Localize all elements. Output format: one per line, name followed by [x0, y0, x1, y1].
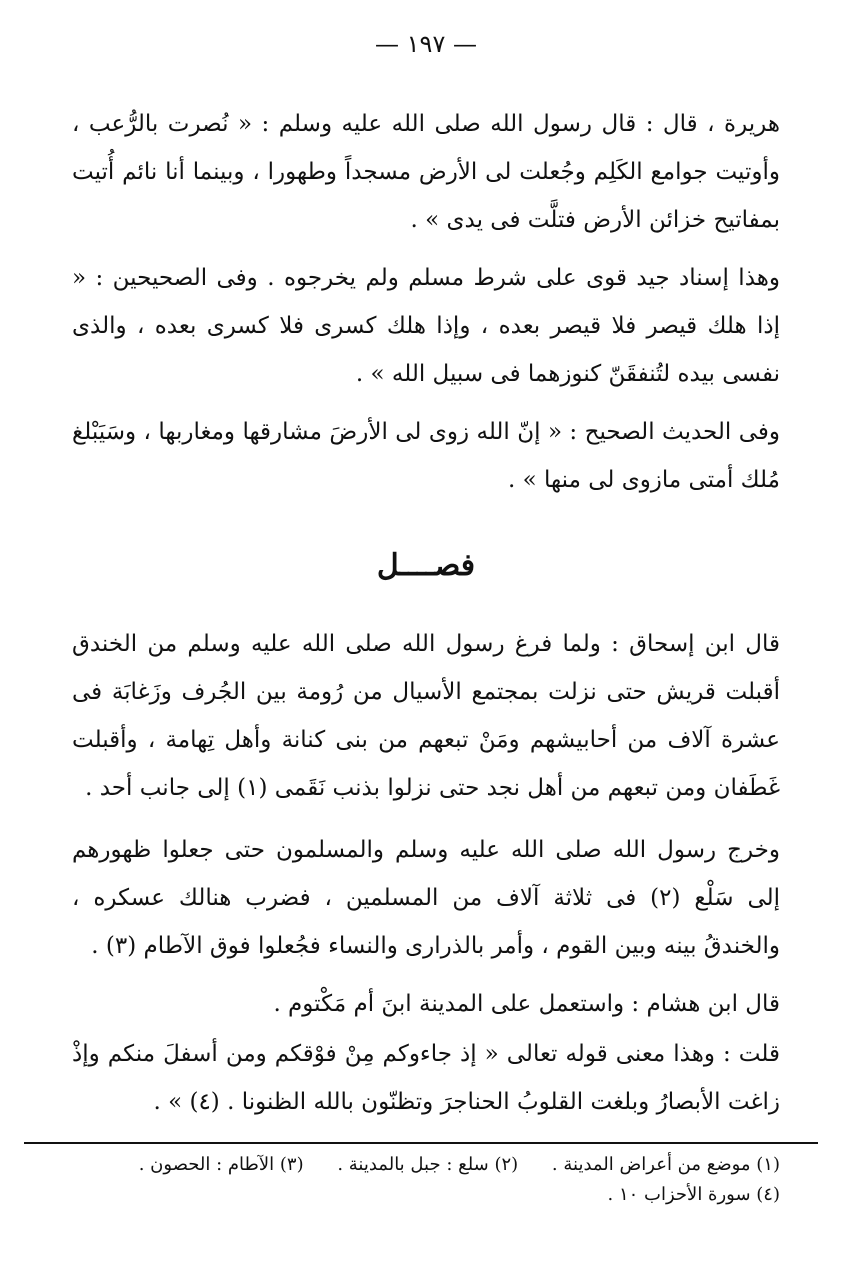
footnote-1: (١) موضع من أعراض المدينة .	[551, 1154, 780, 1175]
footnote-3: (٣) الآطام : الحصون .	[138, 1154, 304, 1175]
footnote-line	[72, 1150, 780, 1180]
paragraph: قال ابن هشام : واستعمل على المدينة ابنَ أم مَكْتوم .	[273, 991, 780, 1017]
footnote-line	[72, 1180, 780, 1210]
section-title: فصــــل	[376, 548, 476, 583]
paragraph: وهذا إسناد جيد قوى على شرط مسلم ولم يخرجوه . وفى الصحيحين : « إذا هلك قيصر فلا قيصر بعده ، وإذا هلك كسرى فلا كسرى بعده ، والذى نفسى بيده لتُنفقَنّ كنوزهما فى سبيل الله » .	[72, 265, 780, 387]
paragraph: هريرة ، قال : قال رسول الله صلى الله عليه وسلم : « نُصرت بالرُّعب ، وأوتيت جوامع الكَلِم وجُعلت لى الأرض مسجداً وطهورا ، وبينما أنا نائم أُتيت بمفاتيح خزائن الأرض فتلَّت فى يدى » .	[72, 111, 780, 233]
footnote-2: (٢) سلع : جبل بالمدينة .	[337, 1154, 519, 1175]
page-number: — ١٩٧ —	[375, 30, 477, 58]
paragraph: وفى الحديث الصحيح : « إنّ الله زوى لى الأرضَ مشارقها ومغاربها ، وسَيَبْلغ مُلك أمتى مازوى لى منها » .	[72, 419, 780, 493]
paragraph: قلت : وهذا معنى قوله تعالى « إذ جاءوكم مِنْ فوْقكم ومن أسفلَ منكم وإذْ زاغت الأبصارُ وبلغت القلوبُ الحناجرَ وتظنّون بالله الظنونا . (٤) » .	[72, 1041, 780, 1115]
footnote-4: (٤) سورة الأحزاب ١٠ .	[607, 1184, 780, 1205]
footnote-divider	[24, 1142, 818, 1144]
footnotes	[72, 1150, 780, 1210]
paragraph: قال ابن إسحاق : ولما فرغ رسول الله صلى الله عليه وسلم من الخندق أقبلت قريش حتى نزلت بمجتمع الأسيال من رُومة بين الجُرف وزَغابَة فى عشرة آلاف من أحابيشهم ومَنْ تبعهم من بنى كنانة وأهل تِهامة ، وأقبلت غَطَفان ومن تبعهم من أهل نجد حتى نزلوا بذنب نَقَمى (١) إلى جانب أحد .	[72, 631, 780, 801]
paragraph: وخرج رسول الله صلى الله عليه وسلم والمسلمون حتى جعلوا ظهورهم إلى سَلْع (٢) فى ثلاثة آلاف من المسلمين ، فضرب هنالك عسكره ، والخندقُ بينه وبين القوم ، وأمر بالذرارى والنساء فجُعلوا فوق الآطام (٣) .	[72, 837, 781, 959]
